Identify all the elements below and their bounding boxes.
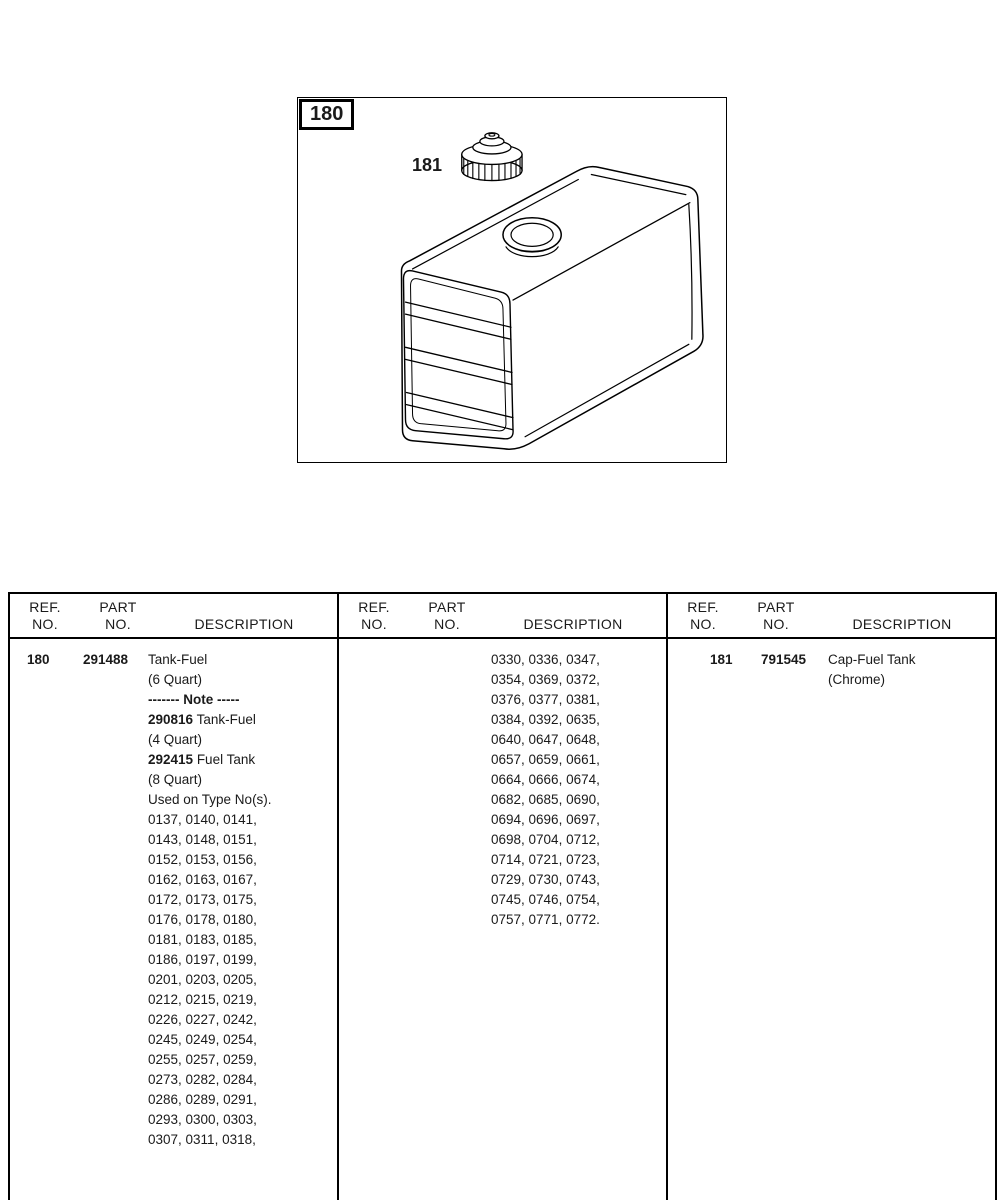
description-line: 0255, 0257, 0259,	[148, 1052, 257, 1067]
parts-diagram	[297, 97, 727, 463]
figure-label: 180	[299, 99, 354, 130]
description-line: 0729, 0730, 0743,	[491, 872, 600, 887]
description-line: ------- Note -----	[148, 692, 240, 707]
header-part-no: PART NO.	[428, 599, 466, 632]
description-line: (4 Quart)	[148, 732, 203, 747]
fuel-tank-illustration	[298, 98, 726, 462]
description-lines	[828, 650, 989, 690]
description-line: 0152, 0153, 0156,	[148, 852, 257, 867]
header-description: DESCRIPTION	[523, 616, 623, 632]
description-line: 0376, 0377, 0381,	[491, 692, 600, 707]
description-line: 0698, 0704, 0712,	[491, 832, 600, 847]
table-body	[10, 650, 337, 1200]
header-description: DESCRIPTION	[194, 616, 294, 632]
description-line: (8 Quart)	[148, 772, 203, 787]
description-lines	[491, 650, 660, 930]
table-body	[668, 650, 995, 1200]
description-lines	[148, 650, 331, 1150]
description-line: 0330, 0336, 0347,	[491, 652, 600, 667]
description-line: 0137, 0140, 0141,	[148, 812, 257, 827]
description-line: (6 Quart)	[148, 672, 203, 687]
description-line: 0664, 0666, 0674,	[491, 772, 600, 787]
description-line: Used on Type No(s).	[148, 792, 272, 807]
description-line: 290816 Tank-Fuel	[148, 712, 256, 727]
description-line: (Chrome)	[828, 672, 886, 687]
table-body	[339, 650, 666, 1200]
description-line: 0143, 0148, 0151,	[148, 832, 257, 847]
header-ref-no: REF. NO.	[687, 599, 719, 632]
description-line: 0226, 0227, 0242,	[148, 1012, 257, 1027]
description-line: 0293, 0300, 0303,	[148, 1112, 257, 1127]
ref-no-value: 181	[710, 652, 733, 667]
part-no-value: 791545	[761, 652, 807, 667]
description-line: 0640, 0647, 0648,	[491, 732, 600, 747]
header-ref-no: REF. NO.	[29, 599, 61, 632]
callout-181-label: 181	[412, 155, 443, 175]
description-line: 0384, 0392, 0635,	[491, 712, 600, 727]
fuel-tank-body	[401, 167, 702, 450]
description-line: 0212, 0215, 0219,	[148, 992, 257, 1007]
description-line: 0694, 0696, 0697,	[491, 812, 600, 827]
table-header	[10, 594, 337, 639]
description-line: 0273, 0282, 0284,	[148, 1072, 257, 1087]
table-column-2	[337, 594, 666, 1200]
description-line: 0745, 0746, 0754,	[491, 892, 600, 907]
description-line: 0354, 0369, 0372,	[491, 672, 600, 687]
fuel-cap-illustration	[462, 133, 522, 181]
description-line: 0682, 0685, 0690,	[491, 792, 600, 807]
table-header	[339, 594, 666, 639]
header-part-no: PART NO.	[757, 599, 795, 632]
description-line: 0286, 0289, 0291,	[148, 1092, 257, 1107]
description-line: 0245, 0249, 0254,	[148, 1032, 257, 1047]
description-line: 0176, 0178, 0180,	[148, 912, 257, 927]
description-line: Cap-Fuel Tank	[828, 652, 916, 667]
header-description: DESCRIPTION	[852, 616, 952, 632]
table-column-1	[10, 594, 337, 1200]
parts-table	[8, 592, 997, 1200]
description-line: 0714, 0721, 0723,	[491, 852, 600, 867]
table-header	[668, 594, 995, 639]
description-line: 0201, 0203, 0205,	[148, 972, 257, 987]
description-line: 0181, 0183, 0185,	[148, 932, 257, 947]
table-column-3	[666, 594, 995, 1200]
description-line: 0186, 0197, 0199,	[148, 952, 257, 967]
description-line: 0162, 0163, 0167,	[148, 872, 257, 887]
header-part-no: PART NO.	[99, 599, 137, 632]
description-line: 0657, 0659, 0661,	[491, 752, 600, 767]
description-line: Tank-Fuel	[148, 652, 208, 667]
description-line: 292415 Fuel Tank	[148, 752, 256, 767]
part-no-value: 291488	[83, 652, 129, 667]
description-line: 0307, 0311, 0318,	[148, 1132, 256, 1147]
description-line: 0757, 0771, 0772.	[491, 912, 600, 927]
description-line: 0172, 0173, 0175,	[148, 892, 257, 907]
header-ref-no: REF. NO.	[358, 599, 390, 632]
ref-no-value: 180	[27, 652, 50, 667]
